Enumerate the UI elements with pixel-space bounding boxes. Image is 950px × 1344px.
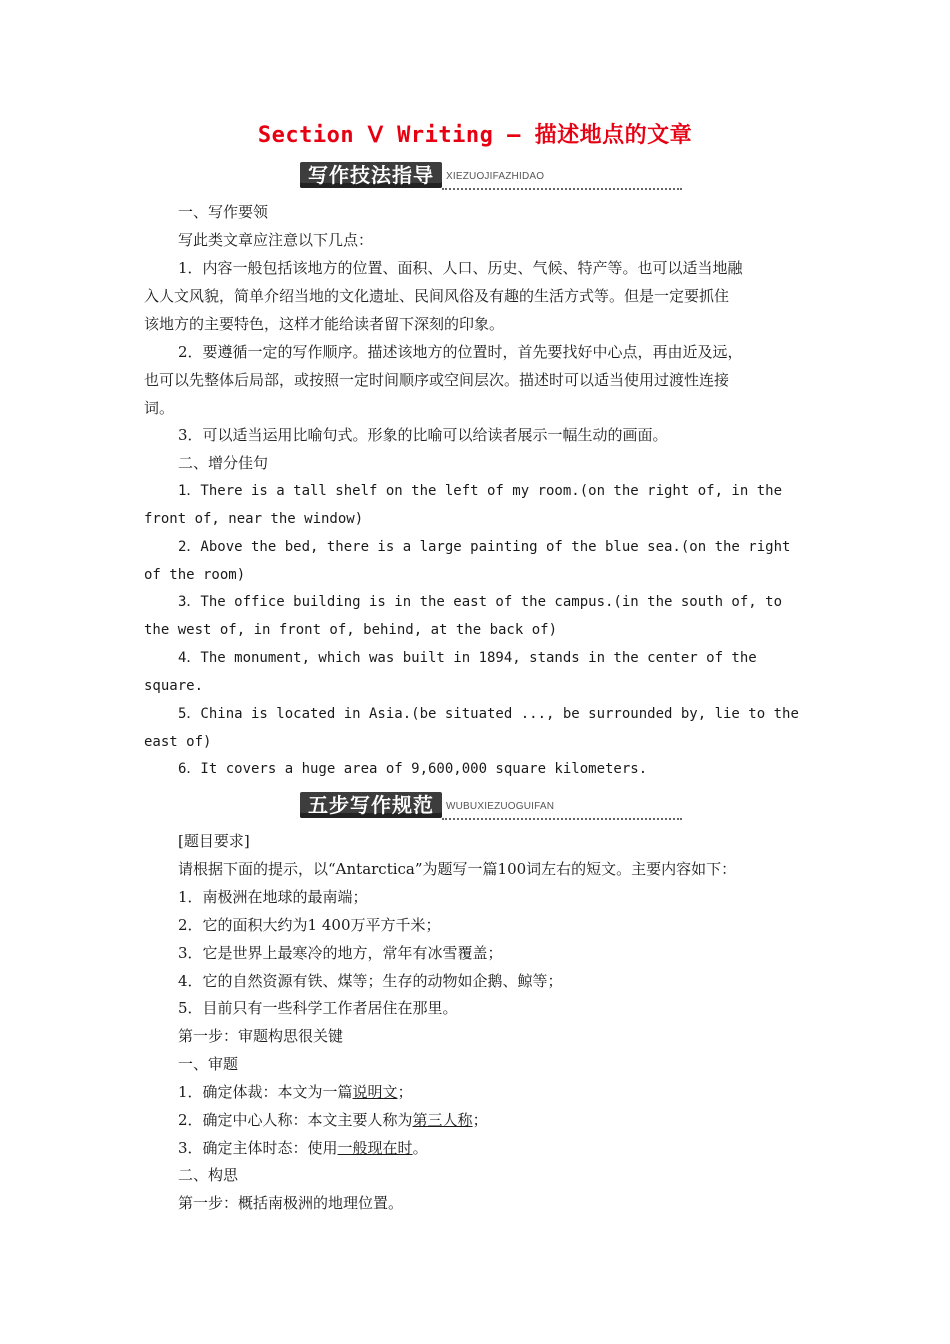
review-genre-answer: 说明文 — [352, 1083, 398, 1101]
point-2-line-3: 词。 — [144, 399, 175, 417]
task-item-2: 2．它的面积大约为1 400万平方千米； — [178, 916, 441, 934]
sentence-1-line-2: front of, near the window) — [144, 511, 364, 527]
review-person-prefix: 2．确定中心人称：本文主要人称为 — [178, 1111, 413, 1129]
banner-pinyin: WUBUXIEZUOGUIFAN — [446, 801, 555, 812]
point-2-line-2: 也可以先整体后局部，或按照一定时间顺序或空间层次。描述时可以适当使用过渡性连接 — [144, 371, 730, 389]
section-banner-five-steps — [300, 792, 682, 822]
review-person-answer: 第三人称 — [412, 1111, 473, 1129]
review-heading: 一、审题 — [178, 1055, 239, 1073]
review-person-suffix: ； — [472, 1111, 488, 1129]
point-2-line-1: 2．要遵循一定的写作顺序。描述该地方的位置时，首先要找好中心点，再由近及远， — [178, 343, 743, 361]
task-item-4: 4．它的自然资源有铁、煤等；生存的动物如企鹅、鲸等； — [178, 972, 563, 990]
banner-dotted-rule — [442, 188, 682, 190]
sentence-3-line-1: 3．The office building is in the east of the campus.(in the south of, to — [178, 594, 783, 610]
intro-text: 写此类文章应注意以下几点： — [178, 231, 374, 249]
section-banner-writing-skills — [300, 162, 682, 192]
task-item-1: 1．南极洲在地球的最南端； — [178, 888, 368, 906]
review-genre-prefix: 1．确定体裁：本文为一篇 — [178, 1083, 353, 1101]
task-item-3: 3．它是世界上最寒冷的地方，常年有冰雪覆盖； — [178, 944, 503, 962]
review-genre-suffix: ； — [397, 1083, 413, 1101]
banner-label: 写作技法指导 — [300, 162, 442, 188]
review-tense-suffix: 。 — [412, 1139, 428, 1157]
banner-dotted-rule — [442, 818, 682, 820]
sentence-4-line-2: square. — [144, 678, 204, 694]
task-prompt: 请根据下面的提示，以“Antarctica”为题写一篇100词左右的短文。主要内容如下： — [178, 860, 737, 878]
sentence-2-line-2: of the room) — [144, 567, 246, 583]
sentence-3-line-2: the west of, in front of, behind, at the back of) — [144, 622, 558, 638]
title-chinese: 描述地点的文章 — [534, 123, 693, 148]
task-heading: [题目要求] — [178, 832, 250, 850]
plan-heading: 二、构思 — [178, 1166, 239, 1184]
title-english: Section Ⅴ Writing — — [257, 123, 535, 148]
heading-useful-sentences: 二、增分佳句 — [178, 454, 269, 472]
review-tense-answer: 一般现在时 — [337, 1139, 413, 1157]
sentence-4-line-1: 4．The monument, which was built in 1894, stands in the center of the — [178, 650, 757, 666]
plan-step-1: 第一步：概括南极洲的地理位置。 — [178, 1194, 404, 1212]
banner-label: 五步写作规范 — [300, 792, 442, 818]
review-tense — [178, 1138, 428, 1158]
point-1-line-3: 该地方的主要特色，这样才能给读者留下深刻的印象。 — [144, 315, 505, 333]
review-genre — [178, 1082, 413, 1102]
review-person — [178, 1110, 488, 1130]
sentence-5-line-1: 5．China is located in Asia.(be situated ..., be surrounded by, lie to the — [178, 706, 799, 722]
sentence-5-line-2: east of) — [144, 734, 212, 750]
page-title — [0, 118, 950, 149]
step-1-heading: 第一步：审题构思很关键 — [178, 1027, 344, 1045]
point-1-line-2: 入人文风貌，简单介绍当地的文化遗址、民间风俗及有趣的生活方式等。但是一定要抓住 — [144, 287, 730, 305]
sentence-6: 6．It covers a huge area of 9,600,000 square kilometers. — [178, 761, 648, 777]
banner-pinyin: XIEZUOJIFAZHIDAO — [446, 171, 545, 182]
heading-writing-essentials: 一、写作要领 — [178, 203, 269, 221]
point-3: 3．可以适当运用比喻句式。形象的比喻可以给读者展示一幅生动的画面。 — [178, 426, 668, 444]
sentence-1-line-1: 1．There is a tall shelf on the left of my room.(on the right of, in the — [178, 483, 783, 499]
task-item-5: 5．目前只有一些科学工作者居住在那里。 — [178, 999, 458, 1017]
sentence-2-line-1: 2．Above the bed, there is a large painting of the blue sea.(on the right — [178, 539, 791, 555]
review-tense-prefix: 3．确定主体时态：使用 — [178, 1139, 338, 1157]
point-1-line-1: 1．内容一般包括该地方的位置、面积、人口、历史、气候、特产等。也可以适当地融 — [178, 259, 743, 277]
